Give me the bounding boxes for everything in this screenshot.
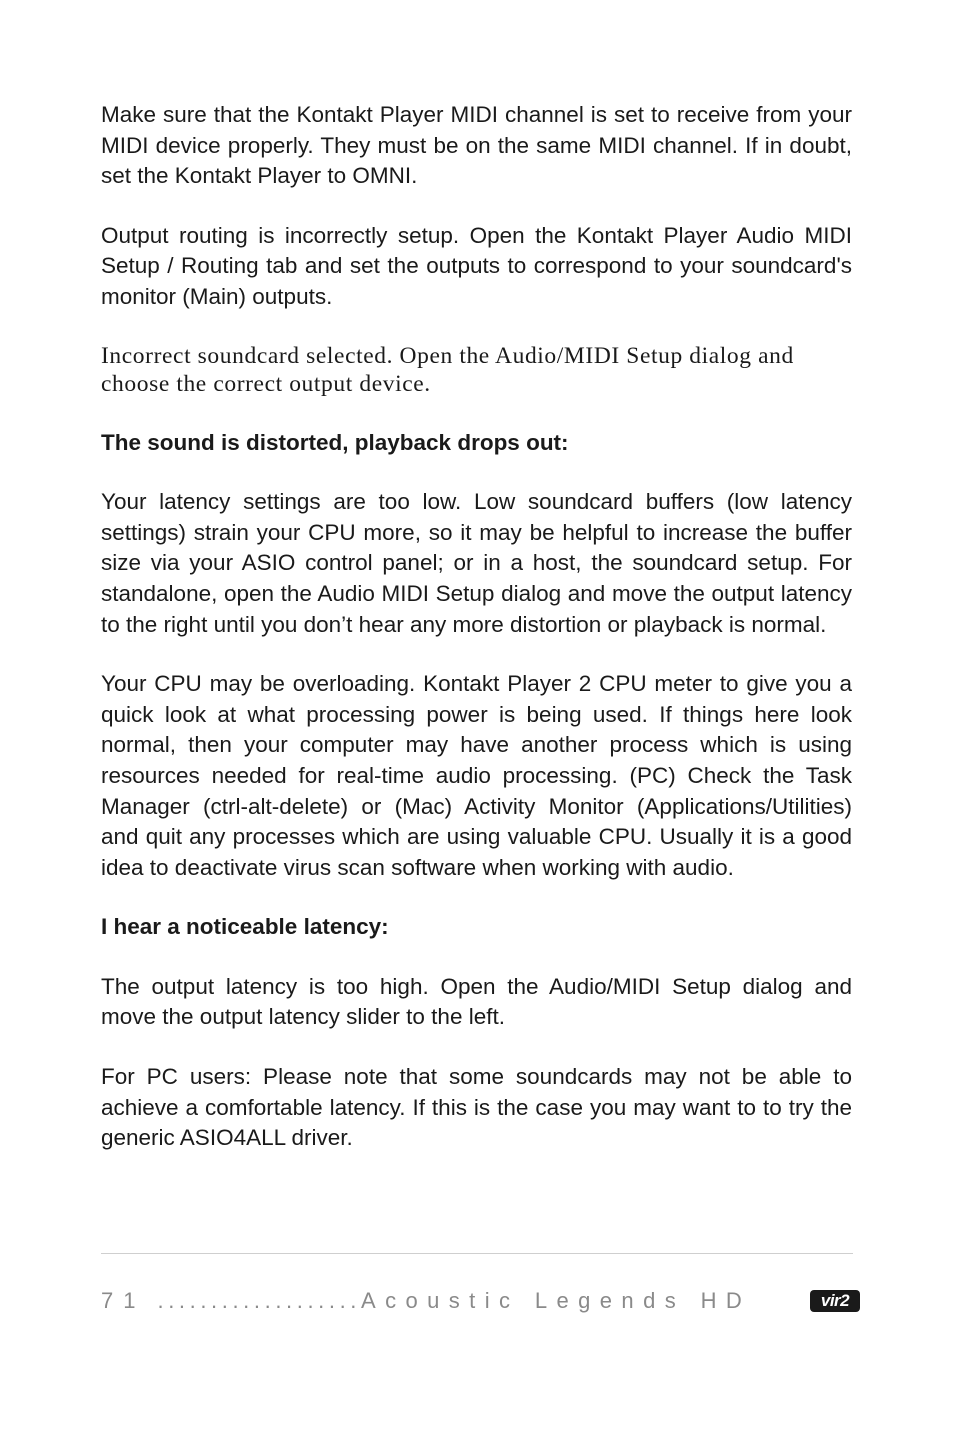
page-number: 71: [101, 1288, 146, 1313]
paragraph-midi-channel: Make sure that the Kontakt Player MIDI channel is set to receive from your MIDI device properly. They must be on the same MIDI channel. If in doubt, set the Kontakt Player to OMNI.: [101, 102, 852, 189]
product-title: Acoustic Legends HD: [361, 1288, 752, 1313]
page-footer: [101, 1286, 861, 1316]
heading-distorted: The sound is distorted, playback drops out:: [101, 429, 569, 455]
paragraph-cpu-overload: Your CPU may be overloading. Kontakt Player 2 CPU meter to give you a quick look at what processing power is being used. If things here look normal, then your computer may have another process which is using resources needed for real-time audio processing. (PC) Check the Task Manager (ctrl-alt-delete) or (Mac) Activity Monitor (Applications/Utilities) and quit any processes which are using valuable CPU. Usually it is a good idea to deactivate virus scan software when working with audio.: [101, 671, 852, 880]
footer-leader: ...................: [157, 1288, 362, 1313]
paragraph-pc-users: For PC users: Please note that some soundcards may not be able to achieve a comfortable latency. If this is the case you may want to to try the generic ASIO4ALL driver.: [101, 1064, 852, 1151]
footer-divider: [101, 1253, 853, 1254]
paragraph-output-routing: Output routing is incorrectly setup. Open the Kontakt Player Audio MIDI Setup / Routing tab and set the outputs to correspond to your soundcard's monitor (Main) outputs.: [101, 222, 852, 309]
paragraph-latency-high: The output latency is too high. Open the Audio/MIDI Setup dialog and move the output latency slider to the left.: [101, 973, 852, 1030]
paragraph-latency-low: Your latency settings are too low. Low soundcard buffers (low latency settings) strain your CPU more, so it may be helpful to increase the buffer size via your ASIO control panel; or in a host, the soundcard setup. For standalone, open the Audio MIDI Setup dialog and move the output latency to the right until you don’t hear any more distortion or playback is normal.: [101, 489, 852, 637]
paragraph-soundcard: Incorrect soundcard selected. Open the Audio/MIDI Setup dialog and choose the correct output device.: [101, 342, 794, 398]
vir2-logo: vir2: [810, 1290, 860, 1312]
document-body: [101, 100, 852, 1154]
heading-latency: I hear a noticeable latency:: [101, 914, 389, 940]
